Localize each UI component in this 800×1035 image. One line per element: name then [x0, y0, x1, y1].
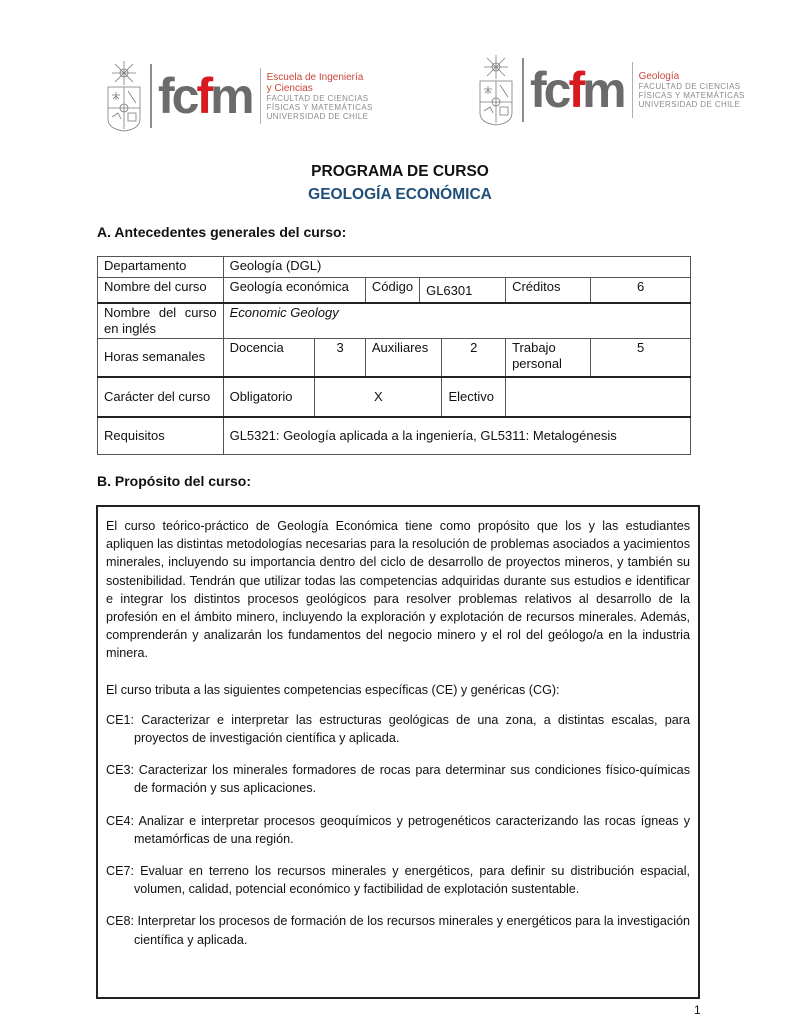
course-title: GEOLOGÍA ECONÓMICA [308, 186, 492, 203]
trabajo-personal-value: 5 [591, 339, 691, 377]
creditos-value: 6 [591, 278, 691, 303]
docencia-value: 3 [315, 339, 366, 377]
auxiliares-label: Auxiliares [365, 339, 442, 377]
table-row-horas [98, 339, 691, 377]
page-number: 1 [694, 1003, 701, 1017]
fcfm-wordmark: fcfm [150, 64, 252, 128]
codigo-value: GL6301 [420, 278, 506, 303]
auxiliares-value: 2 [442, 339, 506, 377]
nombre-value: Geología económica [223, 278, 365, 303]
fcfm-geologia-logo [476, 50, 745, 130]
caracter-label: Carácter del curso [98, 377, 224, 417]
purpose-paragraph: El curso teórico-práctico de Geología Económica tiene como propósito que los y las estudiantes apliquen las distintas metodologías necesarias para la resolución de problemas asociados a yacimientos minerales, incluyendo su importancia dentro del ciclo de desarrollo de proyectos mineros, y también su sostenibilidad. Tendrán que utilizar todas las competencias adquiridas durante sus estudios e identificar e integrar los distintos procesos geológicos para resolver problemas relativos al desarrollo de la profesión en el ámbito minero, incluyendo la exploración y explotación de recursos minerales. Además, comprenderán y analizarán los fundamentos del negocio minero y el rol del geólogo/a en la industria minera. [106, 519, 690, 661]
obligatorio-mark: X [315, 377, 442, 417]
horas-label: Horas semanales [98, 339, 224, 377]
table-row-requisitos [98, 417, 691, 455]
nombre-ingles-label: Nombre del curso en inglés [98, 303, 224, 339]
competencies-intro: El curso tributa a las siguientes competencias específicas (CE) y genéricas (CG): [106, 682, 560, 697]
departamento-value: Geología (DGL) [223, 257, 690, 278]
table-row-caracter [98, 377, 691, 417]
nombre-label: Nombre del curso [98, 278, 224, 303]
trabajo-personal-label: Trabajo personal [506, 339, 591, 377]
electivo-label: Electivo [442, 377, 506, 417]
requisitos-value: GL5321: Geología aplicada a la ingeniería, GL5311: Metalogénesis [223, 417, 690, 455]
general-info-table [97, 256, 691, 455]
fcfm-wordmark: fcfm [522, 58, 624, 122]
electivo-mark [506, 377, 691, 417]
table-row-nombre [98, 278, 691, 303]
nombre-ingles-value: Economic Geology [223, 303, 690, 339]
table-row-departamento [98, 257, 691, 278]
departamento-label: Departamento [98, 257, 224, 278]
logo-caption: Geología FACULTAD DE CIENCIAS FÍSICAS Y MATEMÁTICAS UNIVERSIDAD DE CHILE [632, 62, 745, 118]
section-b-heading: B. Propósito del curso: [97, 473, 252, 489]
competency-item: CE7: Evaluar en terreno los recursos minerales y energéticos, para definir su distribución espacial, volumen, calidad, potencial económico y factibilidad de explotación sustentable. [106, 864, 690, 897]
section-a-heading: A. Antecedentes generales del curso: [97, 224, 347, 240]
competency-item: CE4: Analizar e interpretar procesos geoquímicos y petrogenéticos caracterizando las rocas ígneas y metamórficas de una región. [106, 813, 690, 846]
codigo-label: Código [365, 278, 419, 303]
university-crest-icon [476, 53, 516, 127]
obligatorio-label: Obligatorio [223, 377, 315, 417]
document-title: PROGRAMA DE CURSO [311, 163, 489, 180]
purpose-box [96, 505, 700, 999]
competency-item: CE8: Interpretar los procesos de formación de los recursos minerales y energéticos para la investigación científica y aplicada. [106, 914, 690, 947]
creditos-label: Créditos [506, 278, 591, 303]
competency-item: CE1: Caracterizar e interpretar las estructuras geológicas de una zona, a distintas escalas, para proyectos de investigación científica y aplicada. [106, 712, 690, 746]
requisitos-label: Requisitos [98, 417, 224, 455]
logo-caption: Escuela de Ingeniería y Ciencias FACULTAD DE CIENCIAS FÍSICAS Y MATEMÁTICAS UNIVERSIDAD DE CHILE [260, 68, 373, 124]
competency-item: CE3: Caracterizar los minerales formadores de rocas para determinar sus condiciones físico-químicas de formación y sus aplicaciones. [106, 763, 690, 796]
docencia-label: Docencia [223, 339, 315, 377]
university-crest-icon [104, 59, 144, 133]
fcfm-escuela-logo [104, 56, 373, 136]
table-row-nombre-ingles [98, 303, 691, 339]
